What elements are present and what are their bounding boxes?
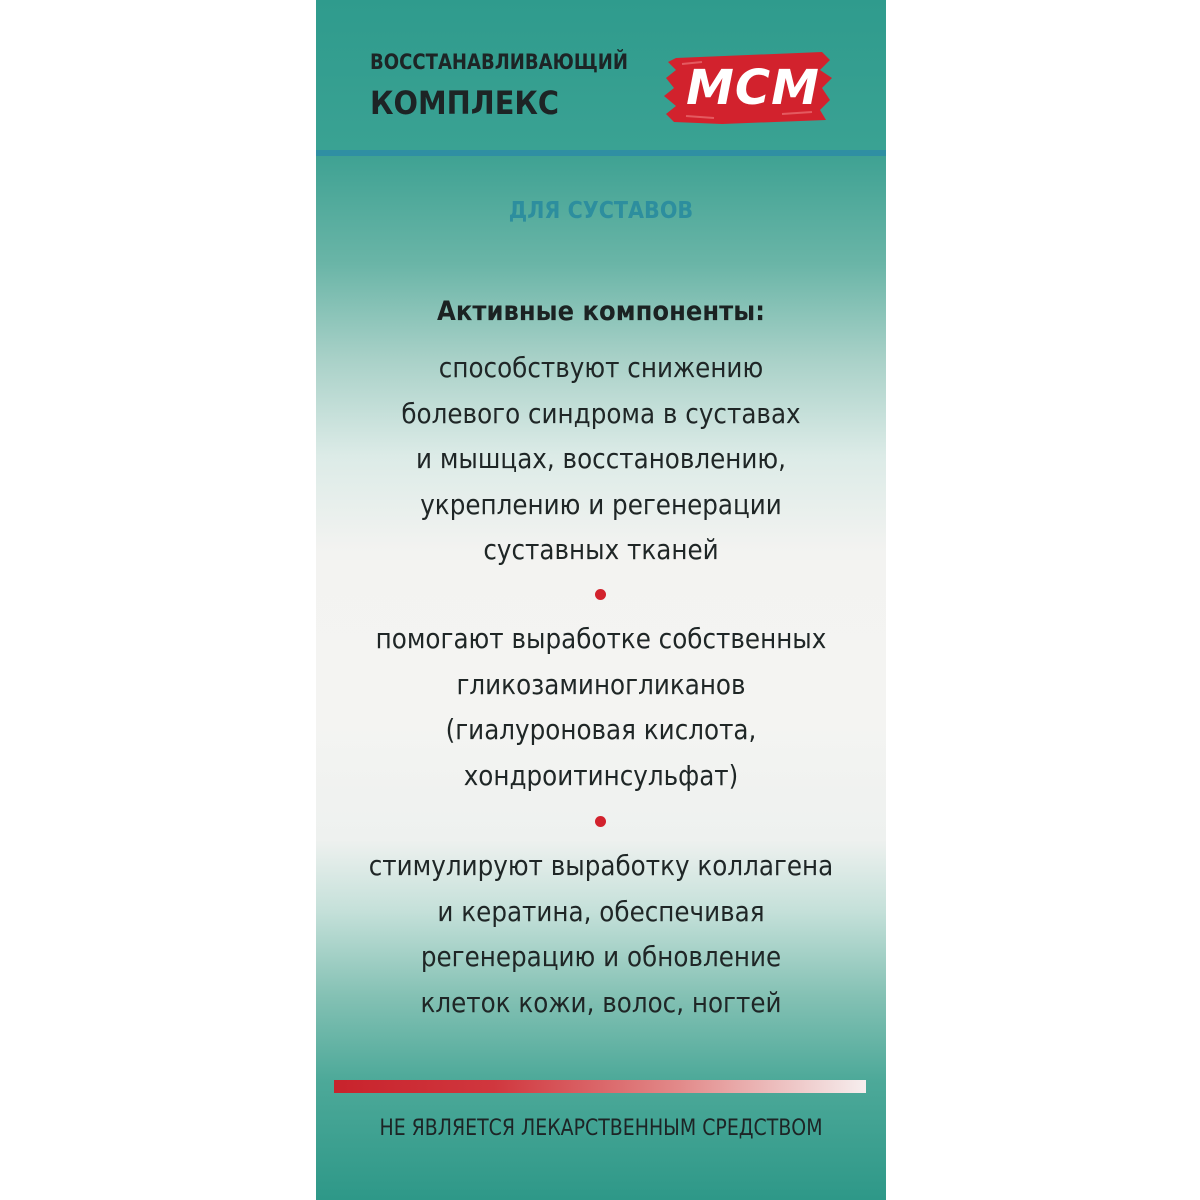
section-heading: Активные компоненты: [437,296,765,327]
benefit-paragraph-2: помогают выработке собственных гликозаминогликанов (гиалуроновая кислота, хондроитинсульфат) [375,622,827,792]
disclaimer-text: НЕ ЯВЛЯЕТСЯ ЛЕКАРСТВЕННЫМ СРЕДСТВОМ [379,1116,823,1141]
subtitle: ДЛЯ СУСТАВОВ [508,198,694,224]
benefit-paragraph-3: стимулируют выработку коллагена и кератина, обеспечивая регенерацию и обновление клеток кожи, волос, ногтей [368,849,834,1019]
header-divider [316,150,886,156]
brand-logo: МСМ [686,60,820,116]
product-box-side-panel [316,0,886,1200]
red-gradient-bar [334,1080,866,1093]
brand-title-line2: КОМПЛЕКС [370,84,560,122]
benefit-paragraph-1: способствуют снижению болевого синдрома в суставах и мышцах, восстановлению, укреплению и регенерации суставных тканей [401,351,801,566]
bullet-dot-2 [595,816,606,827]
bullet-dot-1 [595,589,606,600]
brand-title-line1: ВОССТАНАВЛИВАЮЩИЙ [370,50,629,74]
